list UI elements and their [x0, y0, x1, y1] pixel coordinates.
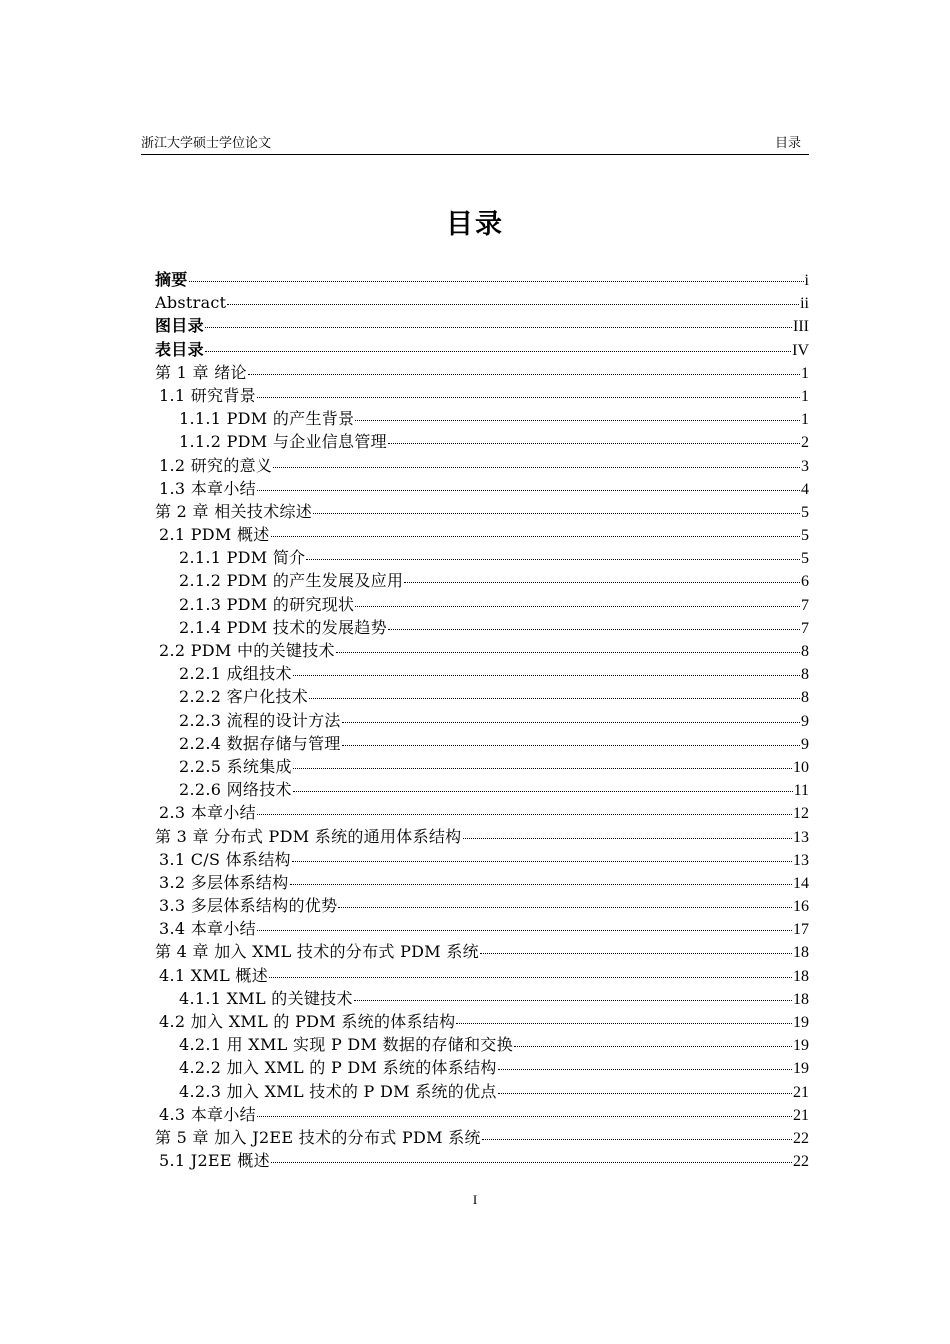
toc-entry[interactable]	[155, 871, 809, 894]
toc-dot-leader	[271, 536, 800, 537]
toc-entry-label: 第 2 章 相关技术综述	[155, 501, 313, 521]
toc-entry-page-number: III	[793, 318, 809, 336]
toc-entry-page-number: 22	[793, 1153, 809, 1171]
toc-dot-leader	[227, 304, 799, 305]
toc-entry-label: 4.3 本章小结	[159, 1104, 256, 1124]
toc-entry-label: 3.3 多层体系结构的优势	[159, 896, 338, 916]
toc-entry-page-number: 13	[793, 828, 809, 846]
toc-dot-leader	[293, 768, 792, 769]
toc-entry-label: 2.2.6 网络技术	[179, 780, 292, 800]
table-of-contents	[155, 268, 809, 1172]
toc-entry-page-number: 19	[793, 1014, 809, 1031]
toc-dot-leader	[355, 420, 800, 421]
toc-dot-leader	[248, 374, 800, 375]
toc-entry-page-number: 13	[793, 851, 809, 869]
toc-entry-page-number: 14	[793, 874, 809, 892]
toc-entry-page-number: 1	[801, 387, 809, 405]
toc-entry-page-number: 8	[801, 689, 809, 707]
toc-entry[interactable]	[155, 964, 809, 987]
toc-entry-page-number: 21	[793, 1106, 809, 1124]
toc-dot-leader	[482, 1139, 792, 1140]
toc-dot-leader	[189, 281, 804, 282]
toc-entry[interactable]	[155, 546, 809, 569]
toc-entry-label: 2.2.4 数据存储与管理	[179, 733, 341, 753]
toc-dot-leader	[205, 327, 792, 328]
toc-entry-label: 3.2 多层体系结构	[159, 872, 289, 892]
toc-entry-label: 2.1 PDM 概述	[159, 525, 270, 545]
toc-entry-page-number: 18	[793, 990, 809, 1008]
toc-dot-leader	[306, 559, 800, 560]
toc-entry-label: 摘要	[155, 270, 188, 289]
toc-entry-label: 第 5 章 加入 J2EE 技术的分布式 PDM 系统	[155, 1127, 481, 1147]
toc-entry-page-number: 8	[801, 643, 809, 660]
toc-entry-label: 4.1.1 XML 的关键技术	[179, 988, 353, 1008]
toc-entry-page-number: 4	[801, 480, 809, 498]
toc-entry-label: 第 1 章 绪论	[155, 362, 247, 382]
toc-dot-leader	[293, 791, 793, 792]
toc-entry-page-number: 22	[793, 1129, 809, 1147]
toc-entry[interactable]	[155, 593, 809, 616]
toc-entry[interactable]	[155, 662, 809, 685]
toc-dot-leader	[313, 513, 800, 514]
toc-entry-page-number: i	[804, 272, 809, 289]
toc-dot-leader	[257, 397, 800, 398]
toc-entry-label: 1.1.1 PDM 的产生背景	[179, 409, 355, 429]
toc-dot-leader	[354, 1000, 792, 1001]
toc-entry-label: 4.2 加入 XML 的 PDM 系统的体系结构	[159, 1012, 456, 1031]
toc-entry[interactable]	[155, 848, 809, 871]
toc-dot-leader	[498, 1069, 792, 1070]
toc-dot-leader	[456, 1023, 792, 1024]
toc-entry-label: 5.1 J2EE 概述	[159, 1151, 270, 1171]
toc-entry-label: 4.2.1 用 XML 实现 P DM 数据的存储和交换	[179, 1035, 514, 1055]
toc-entry[interactable]	[155, 407, 809, 430]
toc-entry[interactable]	[155, 940, 809, 963]
toc-entry-label: 1.2 研究的意义	[159, 455, 273, 475]
toc-entry-page-number: 5	[801, 527, 809, 545]
toc-entry-label: 第 3 章 分布式 PDM 系统的通用体系结构	[155, 826, 462, 846]
toc-entry[interactable]	[155, 685, 809, 708]
toc-dot-leader	[257, 490, 800, 491]
page-title: 目录	[446, 209, 504, 240]
toc-dot-leader	[292, 861, 792, 862]
toc-entry-label: 4.2.2 加入 XML 的 P DM 系统的体系结构	[179, 1058, 497, 1078]
toc-entry[interactable]	[155, 732, 809, 755]
toc-entry-label: 2.2.5 系统集成	[179, 756, 292, 776]
toc-entry-page-number: 5	[801, 503, 809, 521]
toc-dot-leader	[480, 953, 792, 954]
toc-entry-label: 第 4 章 加入 XML 技术的分布式 PDM 系统	[155, 942, 479, 962]
toc-dot-leader	[388, 443, 800, 444]
toc-entry-page-number: 16	[793, 898, 809, 916]
toc-entry[interactable]	[155, 454, 809, 477]
toc-entry-label: Abstract	[155, 293, 227, 313]
toc-entry[interactable]	[155, 616, 809, 639]
toc-dot-leader	[336, 652, 800, 653]
toc-entry-page-number: 7	[801, 596, 809, 614]
toc-entry[interactable]	[155, 338, 809, 361]
toc-dot-leader	[257, 1116, 792, 1117]
toc-entry[interactable]	[155, 1080, 809, 1103]
toc-entry[interactable]	[155, 523, 809, 546]
toc-entry-page-number: 19	[793, 1060, 809, 1078]
toc-dot-leader	[273, 467, 800, 468]
toc-entry-label: 图目录	[155, 316, 204, 336]
toc-entry-page-number: ii	[800, 295, 809, 313]
toc-entry[interactable]	[155, 1033, 809, 1056]
toc-entry-label: 2.2.2 客户化技术	[179, 687, 309, 707]
toc-entry-label: 2.1.2 PDM 的产生发展及应用	[179, 571, 404, 591]
toc-dot-leader	[271, 1162, 792, 1163]
toc-entry-label: 3.4 本章小结	[159, 919, 256, 939]
toc-entry-label: 表目录	[155, 339, 204, 359]
toc-entry[interactable]	[155, 1126, 809, 1149]
toc-entry-label: 2.2 PDM 中的关键技术	[159, 641, 335, 660]
toc-dot-leader	[463, 838, 793, 839]
toc-dot-leader	[257, 930, 792, 931]
toc-entry[interactable]	[155, 801, 809, 824]
toc-entry[interactable]	[155, 477, 809, 500]
toc-entry[interactable]	[155, 987, 809, 1010]
toc-entry-label: 2.3 本章小结	[159, 803, 256, 823]
toc-entry-label: 1.1 研究背景	[159, 385, 256, 405]
toc-entry[interactable]	[155, 1010, 809, 1033]
toc-entry[interactable]	[155, 500, 809, 523]
toc-entry[interactable]	[155, 1103, 809, 1126]
toc-dot-leader	[342, 722, 800, 723]
toc-dot-leader	[338, 907, 792, 908]
toc-entry[interactable]	[155, 430, 809, 453]
toc-dot-leader	[309, 698, 800, 699]
toc-dot-leader	[205, 351, 791, 352]
toc-entry[interactable]	[155, 825, 809, 848]
toc-entry-page-number: 3	[801, 457, 809, 475]
toc-entry[interactable]	[155, 361, 809, 384]
toc-dot-leader	[269, 977, 792, 978]
toc-entry-label: 4.2.3 加入 XML 技术的 P DM 系统的优点	[179, 1081, 497, 1101]
toc-entry-page-number: 6	[801, 573, 809, 591]
toc-entry-page-number: 8	[801, 666, 809, 684]
toc-entry-label: 2.1.3 PDM 的研究现状	[179, 594, 355, 614]
toc-entry-page-number: 19	[793, 1037, 809, 1055]
header-thesis-title: 浙江大学硕士学位论文	[141, 136, 272, 151]
toc-entry-page-number: 17	[793, 921, 809, 939]
toc-entry-page-number: 10	[793, 758, 809, 776]
toc-entry-page-number: 7	[801, 619, 809, 637]
toc-entry-page-number: 9	[801, 735, 809, 753]
toc-entry-page-number: IV	[792, 341, 809, 359]
toc-entry-page-number: 11	[793, 782, 809, 800]
toc-entry[interactable]	[155, 291, 809, 314]
toc-entry-label: 1.1.2 PDM 与企业信息管理	[179, 432, 387, 452]
toc-entry-page-number: 5	[801, 550, 809, 568]
toc-entry[interactable]	[155, 1149, 809, 1172]
page-number: I	[472, 1192, 478, 1207]
toc-entry-page-number: 18	[793, 944, 809, 962]
toc-dot-leader	[404, 582, 800, 583]
page-header	[141, 134, 809, 155]
toc-entry[interactable]	[155, 1056, 809, 1079]
toc-dot-leader	[498, 1093, 792, 1094]
toc-entry[interactable]	[155, 314, 809, 337]
toc-entry-page-number: 2	[801, 434, 809, 452]
toc-entry[interactable]	[155, 894, 809, 917]
toc-entry-label: 4.1 XML 概述	[159, 965, 269, 985]
toc-dot-leader	[342, 745, 800, 746]
toc-entry-label: 3.1 C/S 体系结构	[159, 849, 291, 869]
toc-entry[interactable]	[155, 778, 809, 801]
toc-entry[interactable]	[155, 384, 809, 407]
toc-entry-page-number: 9	[801, 712, 809, 730]
toc-entry[interactable]	[155, 569, 809, 592]
toc-entry-label: 2.2.1 成组技术	[179, 664, 292, 684]
toc-entry-page-number: 1	[801, 411, 809, 429]
toc-entry-label: 2.1.1 PDM 简介	[179, 548, 306, 568]
toc-dot-leader	[290, 884, 792, 885]
toc-entry-page-number: 12	[793, 805, 809, 823]
toc-dot-leader	[257, 814, 792, 815]
toc-entry-page-number: 1	[801, 364, 809, 382]
toc-entry-label: 2.1.4 PDM 技术的发展趋势	[179, 617, 387, 637]
toc-entry-page-number: 21	[793, 1083, 809, 1101]
toc-entry[interactable]	[155, 639, 809, 662]
toc-entry-label: 1.3 本章小结	[159, 478, 256, 498]
toc-entry-page-number: 18	[793, 967, 809, 985]
toc-dot-leader	[514, 1046, 792, 1047]
toc-entry[interactable]	[155, 917, 809, 940]
toc-entry[interactable]	[155, 268, 809, 291]
toc-entry[interactable]	[155, 709, 809, 732]
toc-dot-leader	[293, 675, 800, 676]
toc-dot-leader	[388, 629, 800, 630]
toc-dot-leader	[355, 606, 800, 607]
toc-entry-label: 2.2.3 流程的设计方法	[179, 710, 341, 730]
header-section-name: 目录	[774, 136, 801, 151]
toc-entry[interactable]	[155, 755, 809, 778]
